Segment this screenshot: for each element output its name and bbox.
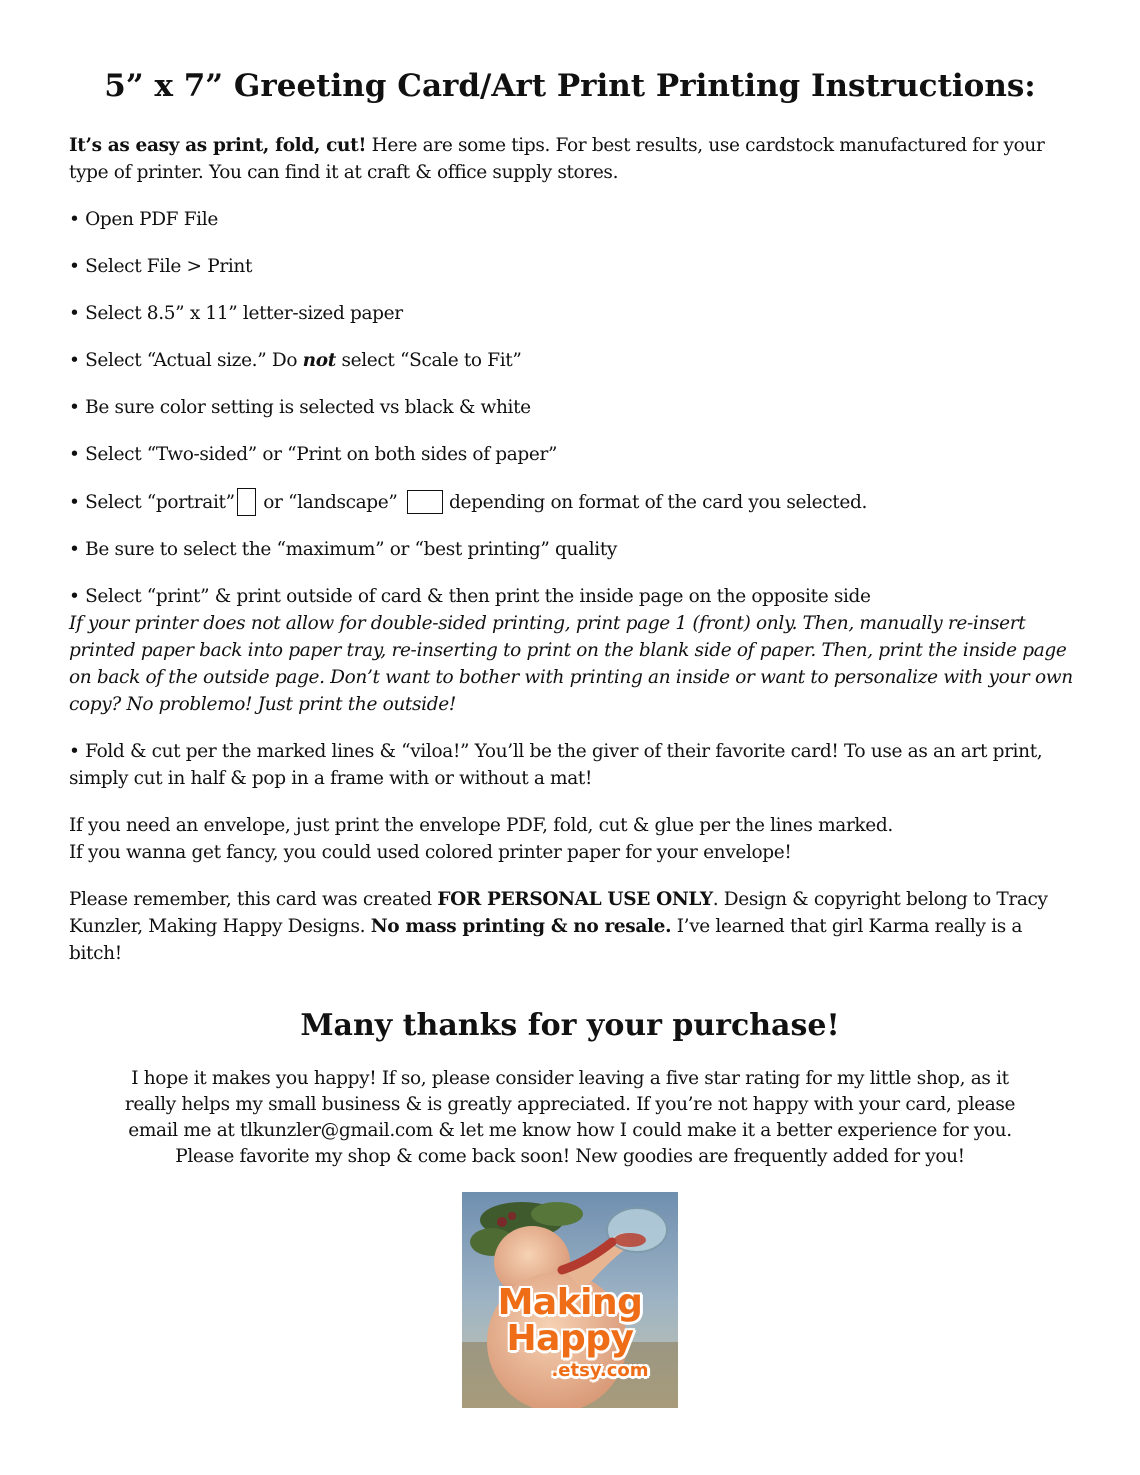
- shop-logo: [462, 1192, 678, 1408]
- logo-text-making: Making: [497, 1282, 643, 1323]
- step-paper-size: • Select 8.5” x 11” letter-sized paper: [69, 303, 403, 324]
- intro-bold: It’s as easy as print, fold, cut!: [69, 135, 367, 156]
- landscape-box-icon: [407, 490, 443, 514]
- page-title: 5” x 7” Greeting Card/Art Print Printing Instructions:: [104, 68, 1036, 104]
- step-orientation-post: depending on format of the card you selected.: [449, 492, 867, 513]
- notice-bold-2: No mass printing & no resale.: [370, 916, 672, 937]
- notice-paragraph: [69, 886, 1079, 967]
- notice-text-2: . Design & copyright belong to Tracy Kunzler, Making Happy Designs.: [69, 889, 1048, 937]
- step-orientation: [69, 488, 1079, 516]
- step-print: • Select “print” & print outside of card & then print the inside page on the opposite side: [69, 586, 871, 607]
- step-actual-size-emphasis: not: [302, 350, 336, 371]
- notice-text-3: I’ve learned that girl Karma really is a bitch!: [69, 916, 1023, 964]
- step-fold-cut: • Fold & cut per the marked lines & “viloa!” You’ll be the giver of their favorite card! To use as an art print, simply cut in half & pop in a frame with or without a mat!: [69, 741, 1043, 789]
- step-print-note: If your printer does not allow for double-sided printing, print page 1 (front) only. Then, manually re-insert printed paper back into paper tray, re-inserting to print on the blank side of paper. Then, print the inside page on back of the outside page. Don’t want to bother with printing an inside or want to personalize with your own copy? No problemo! Just print the outside!: [69, 613, 1073, 715]
- portrait-box-icon: [237, 488, 256, 516]
- closing-line-3: email me at tlkunzler@gmail.com & let me know how I could make it a better experience for you.: [128, 1120, 1012, 1141]
- envelope-paragraph: [69, 812, 1079, 866]
- step-two-sided: • Select “Two-sided” or “Print on both sides of paper”: [69, 444, 558, 465]
- closing-line-2: really helps my small business & is greatly appreciated. If you’re not happy with your card, please: [124, 1094, 1016, 1115]
- step-quality: • Be sure to select the “maximum” or “best printing” quality: [69, 539, 618, 560]
- step-file-print: • Select File > Print: [69, 256, 253, 277]
- instructions-body: [69, 132, 1079, 987]
- envelope-line-2: If you wanna get fancy, you could used colored printer paper for your envelope!: [69, 842, 792, 863]
- step-orientation-mid: or “landscape”: [257, 492, 404, 513]
- thanks-heading: Many thanks for your purchase!: [300, 1008, 840, 1043]
- step-actual-size-pre: • Select “Actual size.” Do: [69, 350, 303, 371]
- notice-text-1: Please remember, this card was created: [69, 889, 438, 910]
- logo-text-etsy: .etsy.com: [551, 1360, 649, 1381]
- step-actual-size-post: select “Scale to Fit”: [335, 350, 522, 371]
- envelope-line-1: If you need an envelope, just print the envelope PDF, fold, cut & glue per the lines marked.: [69, 815, 893, 836]
- intro-text: Here are some tips. For best results, use cardstock manufactured for your type of printer. You can find it at craft & office supply stores.: [69, 135, 1045, 183]
- step-open-pdf: • Open PDF File: [69, 209, 218, 230]
- step-actual-size: [69, 347, 1079, 374]
- closing-paragraph: [40, 1066, 1100, 1170]
- step-orientation-pre: • Select “portrait”: [69, 492, 235, 513]
- logo-text-happy: Happy: [506, 1318, 634, 1359]
- closing-line-4: Please favorite my shop & come back soon! New goodies are frequently added for you!: [175, 1146, 965, 1167]
- notice-bold-1: FOR PERSONAL USE ONLY: [437, 889, 713, 910]
- step-color-setting: • Be sure color setting is selected vs black & white: [69, 397, 531, 418]
- intro-paragraph: [69, 132, 1079, 186]
- closing-line-1: I hope it makes you happy! If so, please consider leaving a five star rating for my little shop, as it: [131, 1068, 1009, 1089]
